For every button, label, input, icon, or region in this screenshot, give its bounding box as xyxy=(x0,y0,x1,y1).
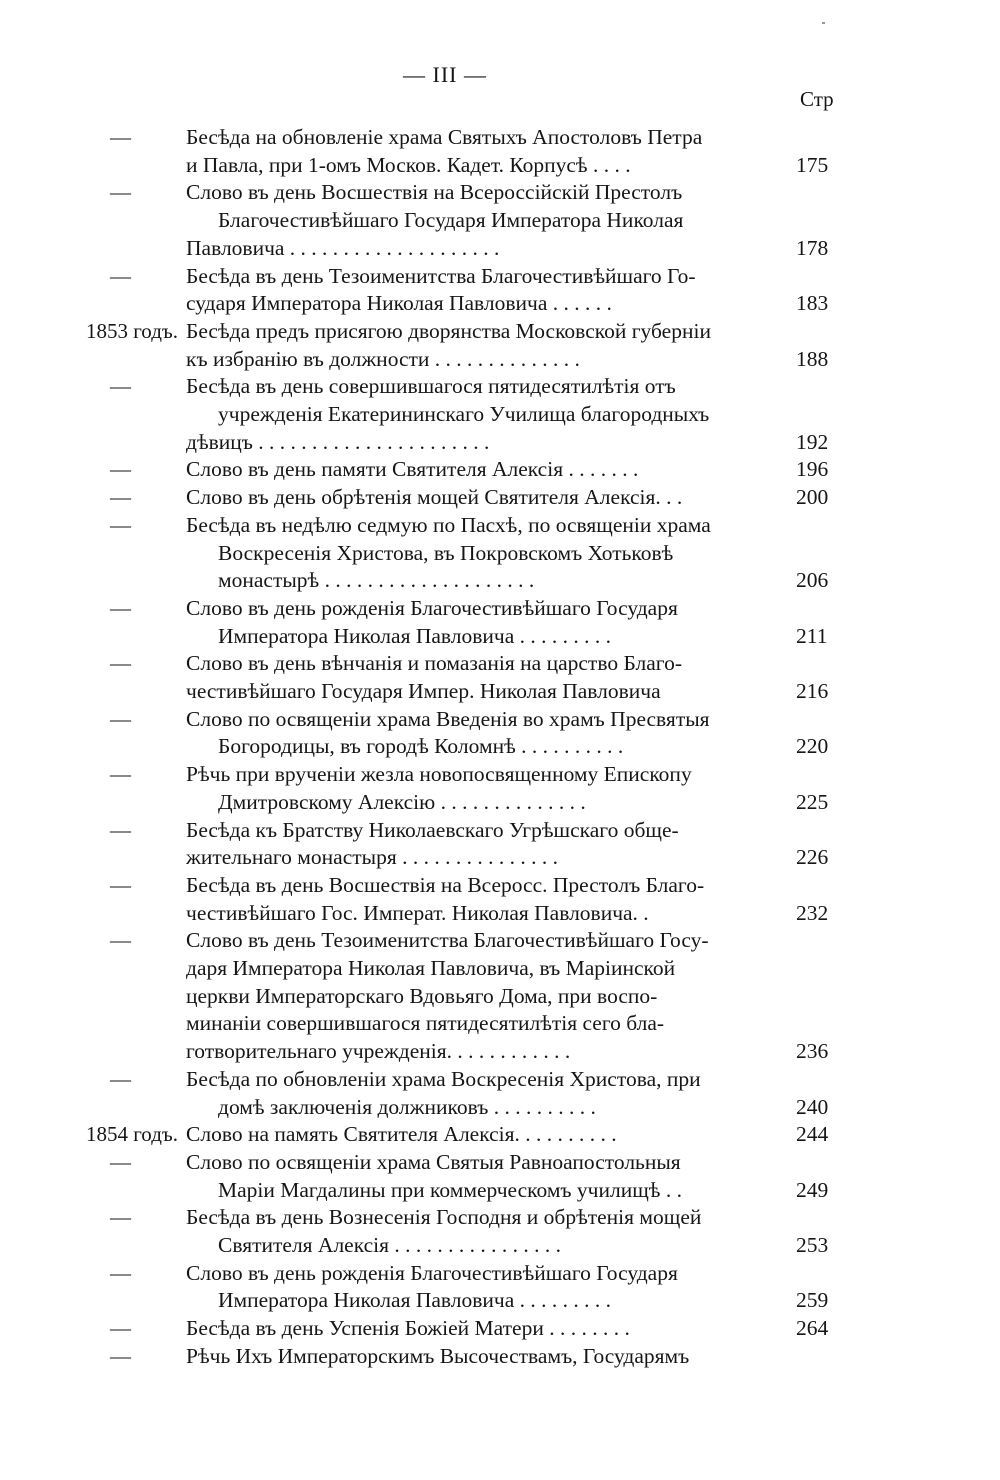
toc-line xyxy=(0,151,1000,179)
entry-title: честивѣйшаго Государя Импер. Николая Павловича xyxy=(186,679,661,703)
entry-title: Слово въ день рожденія Благочестивѣйшаго Государя xyxy=(186,595,678,620)
entry-title: Рѣчь Ихъ Императорскимъ Высочествамъ, Государямъ xyxy=(186,1343,690,1368)
entry-page-number: 225 xyxy=(796,789,829,814)
entry-page-number: 220 xyxy=(796,734,829,759)
toc-line xyxy=(0,539,1000,567)
toc-line xyxy=(0,400,1000,428)
entry-title: Бесѣда на обновленіе храма Святыхъ Апостоловъ Петра xyxy=(186,125,703,149)
entry-page-number: 216 xyxy=(796,679,829,703)
entry-title: Бесѣда въ день Успенія Божіей Матери . . . . . . . . xyxy=(186,1316,630,1341)
entry-page-number: 175 xyxy=(796,152,829,177)
entry-page-number: 240 xyxy=(796,1094,829,1119)
entry-title: Бесѣда предъ присягою дворянства Московской губерніи xyxy=(186,318,711,343)
entry-dash: — xyxy=(110,706,131,731)
entry-title: сударя Императора Николая Павловича . . . . . . xyxy=(186,291,612,316)
toc-line xyxy=(0,622,1000,650)
entry-title: Слово въ день Тезоименитства Благочестивѣйшаго Госу- xyxy=(186,928,709,953)
entry-title: Благочестивѣйшаго Государя Императора Николая xyxy=(218,208,684,233)
entry-title: Бесѣда въ день совершившагося пятидесятилѣтія отъ xyxy=(186,374,676,399)
toc-line xyxy=(0,926,1000,954)
entry-dash: — xyxy=(110,180,131,205)
entry-page-number: 188 xyxy=(796,346,829,371)
entry-title: Слово по освященіи храма Святыя Равноапостольныя xyxy=(186,1149,681,1174)
entry-title: учрежденія Екатерининскаго Училища благородныхъ xyxy=(218,402,710,426)
entry-title: Дмитровскому Алексію . . . . . . . . . . . . . . xyxy=(218,789,586,814)
entry-title: готворительнаго учрежденія. . . . . . . . . . . . xyxy=(186,1039,571,1064)
entry-title: Императора Николая Павловича . . . . . . . . . xyxy=(218,1288,612,1313)
entry-title: Бесѣда по обновленіи храма Воскресенія Христова, при xyxy=(186,1066,701,1091)
entry-dash: — xyxy=(110,928,131,953)
toc-line xyxy=(0,511,1000,539)
entry-title: Воскресенія Христова, въ Покровскомъ Хотьковѣ xyxy=(218,540,674,565)
entry-title: монастырѣ . . . . . . . . . . . . . . . . . . . . xyxy=(218,568,535,593)
entry-title: Слово по освященіи храма Введенія во храмъ Пресвятыя xyxy=(186,706,710,731)
entry-page-number: 232 xyxy=(796,900,829,925)
toc-line xyxy=(0,206,1000,234)
entry-page-number: 192 xyxy=(796,429,829,454)
toc-line xyxy=(0,1342,1000,1370)
toc-line xyxy=(0,1065,1000,1093)
entry-title: и Павла, при 1-омъ Москов. Кадет. Корпусѣ . . . . xyxy=(186,152,631,177)
entry-dash: — xyxy=(110,457,131,482)
entry-title: Слово въ день памяти Святителя Алексія . . . . . . . xyxy=(186,457,639,482)
entry-page-number: 259 xyxy=(796,1288,829,1313)
entry-dash: — xyxy=(110,1260,131,1285)
toc-line xyxy=(0,1259,1000,1287)
entry-dash: — xyxy=(110,651,131,676)
toc-line xyxy=(0,1286,1000,1314)
page-column-label: Стр xyxy=(800,87,834,111)
entry-dash: — xyxy=(110,1343,131,1368)
entry-dash: — xyxy=(110,1149,131,1174)
entry-dash: — xyxy=(110,374,131,399)
toc-line xyxy=(0,262,1000,290)
entry-title: Императора Николая Павловича . . . . . . . . . xyxy=(218,623,612,648)
entry-page-number: 178 xyxy=(796,235,829,260)
toc-line xyxy=(0,760,1000,788)
entry-title: Слово въ день Восшествія на Всероссійскій Престолъ xyxy=(186,180,683,205)
entry-title: честивѣйшаго Гос. Императ. Николая Павловича. . xyxy=(186,900,649,925)
toc-line xyxy=(0,982,1000,1010)
toc-line xyxy=(0,428,1000,456)
entry-title: Бесѣда въ день Тезоименитства Благочестивѣйшаго Го- xyxy=(186,263,696,288)
entry-page-number: 236 xyxy=(796,1039,829,1064)
toc-line xyxy=(0,816,1000,844)
toc-line xyxy=(0,1176,1000,1204)
entry-page-number: 200 xyxy=(796,485,829,510)
entry-dash: — xyxy=(110,485,131,510)
entry-dash: — xyxy=(110,125,131,149)
entry-title: Святителя Алексія . . . . . . . . . . . . . . . . xyxy=(218,1233,562,1257)
entry-dash: — xyxy=(110,595,131,620)
entry-page-number: 244 xyxy=(796,1122,829,1147)
entry-page-number: 211 xyxy=(796,623,828,648)
entry-page-number: 253 xyxy=(796,1233,829,1257)
entry-title: жительнаго монастыря . . . . . . . . . . . . . . . xyxy=(186,845,558,870)
toc-line xyxy=(0,1314,1000,1342)
toc-line xyxy=(0,566,1000,594)
entry-title: дѣвицъ . . . . . . . . . . . . . . . . . . . . . . xyxy=(186,429,490,454)
entry-dash: — xyxy=(110,512,131,537)
page-header: — III — xyxy=(403,62,487,87)
toc-line xyxy=(0,1009,1000,1037)
entry-title: Бесѣда въ день Вознесенія Господня и обрѣтенія мощей xyxy=(186,1205,702,1230)
toc-line xyxy=(0,289,1000,317)
entry-dash: — xyxy=(110,817,131,842)
entry-title: Богородицы, въ городѣ Коломнѣ . . . . . . . . . . xyxy=(218,734,624,759)
toc-line xyxy=(0,1037,1000,1065)
toc-line xyxy=(0,649,1000,677)
toc-line xyxy=(0,871,1000,899)
entry-title: церкви Императорскаго Вдовьяго Дома, при воспо- xyxy=(186,983,658,1008)
toc-line xyxy=(0,1203,1000,1231)
entry-page-number: 264 xyxy=(796,1316,829,1341)
entry-title: Павловича . . . . . . . . . . . . . . . . . . . . xyxy=(186,235,500,260)
entry-dash: — xyxy=(110,762,131,787)
entry-title: Слово въ день обрѣтенія мощей Святителя Алексія. . . xyxy=(186,485,683,510)
toc-line xyxy=(0,594,1000,622)
entry-title: Слово на память Святителя Алексія. . . . . . . . . . xyxy=(186,1122,617,1147)
toc-line xyxy=(0,705,1000,733)
entry-dash: — xyxy=(110,872,131,897)
toc-line xyxy=(0,788,1000,816)
toc-line xyxy=(0,483,1000,511)
entry-dash: — xyxy=(110,1066,131,1091)
entry-title: домѣ заключенія должниковъ . . . . . . . . . . xyxy=(218,1094,596,1119)
toc-line xyxy=(0,372,1000,400)
entry-year: 1854 годъ. xyxy=(85,1122,178,1147)
toc-line xyxy=(0,178,1000,206)
entry-title: Слово въ день рожденія Благочестивѣйшаго Государя xyxy=(186,1260,678,1285)
entry-page-number: 196 xyxy=(796,457,829,482)
entry-title: Бесѣда въ день Восшествія на Всеросс. Престолъ Благо- xyxy=(186,872,705,897)
toc-line xyxy=(0,123,1000,151)
entry-dash: — xyxy=(110,1316,131,1341)
toc-line xyxy=(0,1093,1000,1121)
entry-dash: — xyxy=(110,263,131,288)
entry-title: Маріи Магдалины при коммерческомъ училищѣ . . xyxy=(218,1177,682,1202)
entry-page-number: 249 xyxy=(796,1177,829,1202)
toc-line xyxy=(0,1120,1000,1148)
entry-year: 1853 годъ. xyxy=(85,318,178,343)
toc-line xyxy=(0,455,1000,483)
entry-page-number: 206 xyxy=(796,568,829,593)
toc-line xyxy=(0,843,1000,871)
scan-speck xyxy=(822,22,825,24)
toc-line xyxy=(0,1231,1000,1259)
toc-line xyxy=(0,1148,1000,1176)
entry-dash: — xyxy=(110,1205,131,1230)
entry-page-number: 226 xyxy=(796,845,829,870)
entry-title: къ избранію въ должности . . . . . . . . . . . . . . xyxy=(186,346,580,371)
toc-line xyxy=(0,234,1000,262)
toc-line xyxy=(0,317,1000,345)
entry-title: Бесѣда къ Братству Николаевскаго Угрѣшскаго обще- xyxy=(186,817,679,842)
toc-line xyxy=(0,899,1000,927)
entry-title: даря Императора Николая Павловича, въ Маріинской xyxy=(186,956,676,980)
toc-line xyxy=(0,732,1000,760)
toc-line xyxy=(0,677,1000,705)
entry-page-number: 183 xyxy=(796,291,829,316)
entry-title: минаніи совершившагося пятидесятилѣтія сего бла- xyxy=(186,1011,665,1036)
entry-title: Бесѣда въ недѣлю седмую по Пасхѣ, по освященіи храма xyxy=(186,512,711,537)
toc-line xyxy=(0,345,1000,373)
entry-title: Слово въ день вѣнчанія и помазанія на царство Благо- xyxy=(186,651,682,676)
entry-title: Рѣчь при врученіи жезла новопосвященному Епископу xyxy=(186,762,692,787)
toc-line xyxy=(0,954,1000,982)
